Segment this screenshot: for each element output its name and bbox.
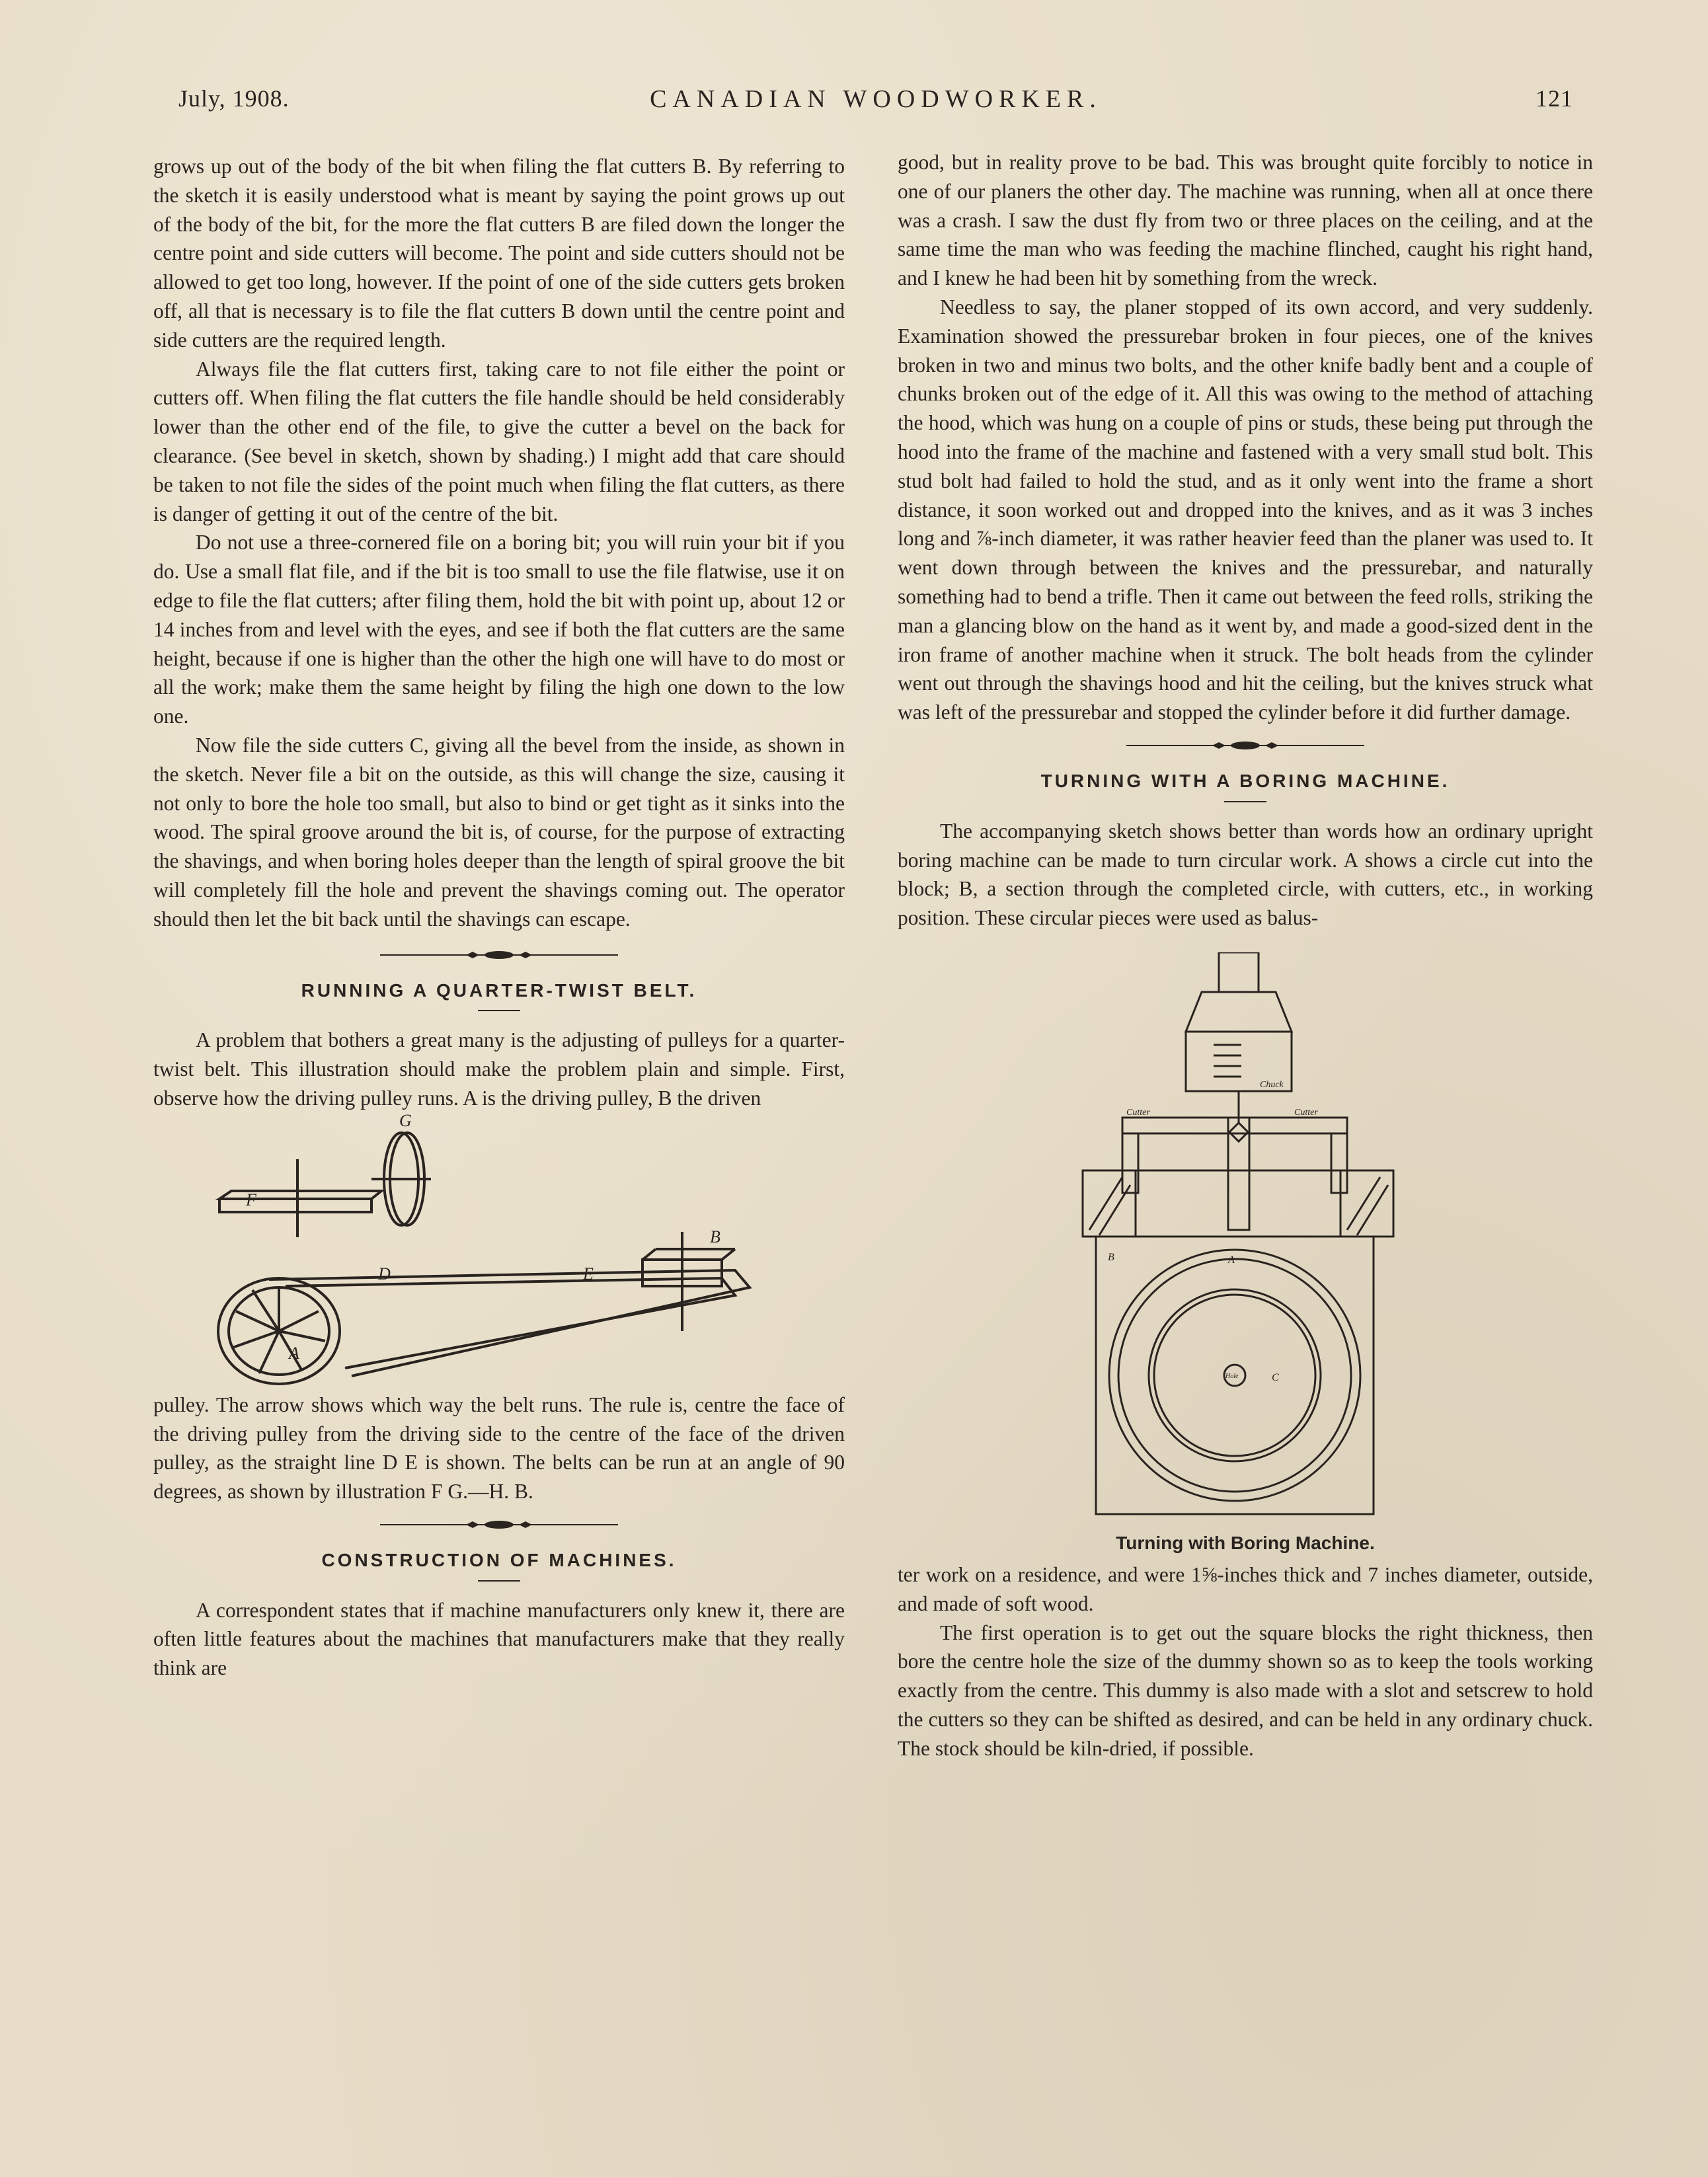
label-g: G xyxy=(399,1112,412,1130)
heading-rule xyxy=(478,1580,520,1582)
label-cutter-right: Cutter xyxy=(1294,1107,1318,1118)
label-f: F xyxy=(246,1190,256,1209)
label-b: B xyxy=(1108,1251,1114,1263)
paragraph: Always file the flat cutters first, taking care to not file either the point or cutters off. When filing the flat cutters the file handle should be held considerably lower than the other end of the file, to give the cutter a bevel on the back for clearance. (See bevel in sketch, shown by shading.) I might add that care should be taken to not file the sides of the point much when filing the flat cutters, as there is danger of getting it out of the centre of the bit. xyxy=(153,357,845,525)
section-divider xyxy=(153,1518,845,1534)
paragraph: Now file the side cutters C, giving all the bevel from the inside, as shown in the sketch. Never file a bit on the outside, as this will change the size, causing it not only to bore the hole too small, but also to bind or get tight as it sinks into the wood. The spiral groove around the bit is, of course, for the purpose of extracting the shavings, and when boring holes deeper than the length of spiral groove the bit will completely fill the hole and prevent the shavings coming out. The operator should then let the bit back until the shavings can escape. xyxy=(153,733,845,931)
figure-caption: Turning with Boring Machine. xyxy=(1116,1532,1375,1553)
paragraph: grows up out of the body of the bit when filing the flat cutters B. By referring to the sketch it is easily understood what is meant by saying the point grows up out of the body of the bit, for the more the flat cutters B are filed down the longer the centre point and side cutters will become. The point and side cutters should not be allowed to get too long, however. If the point of one of the side cutters gets broken off, all that is necessary is to file the flat cutters B down until the centre point and side cutters are the required length. xyxy=(153,155,845,352)
section-divider xyxy=(153,948,845,964)
right-column xyxy=(898,148,1593,1763)
label-a: A xyxy=(1228,1254,1235,1266)
boring-machine-figure xyxy=(898,952,1593,1560)
page-header xyxy=(178,85,1573,124)
paragraph: good, but in reality prove to be bad. This was brought quite forcibly to notice in one of our planers the other day. The machine was running, when all at once there was a crash. I saw the dust fly from two or three places on the ceiling, and at the same time the man who was feeding the machine flinched, caught his right hand, and I knew he had been hit by something from the wreck. xyxy=(898,151,1593,290)
left-column xyxy=(153,152,845,1683)
paragraph: A correspondent states that if machine manufacturers only knew it, there are often little features about the machines that manufacturers make that they really think are xyxy=(153,1598,845,1680)
heading-turning-boring-machine: TURNING WITH A BORING MACHINE. xyxy=(1040,770,1450,791)
paragraph: The accompanying sketch shows better than words how an ordinary upright boring machine can be made to turn circular work. A shows a circle cut into the block; B, a section through the completed circle, with cutters, etc., in working position. These circular pieces were used as balus- xyxy=(898,819,1593,930)
label-d: D xyxy=(378,1264,391,1283)
paragraph: ter work on a residence, and were 1⅝-inches thick and 7 inches diameter, outside, and made of soft wood. xyxy=(898,1562,1593,1615)
magazine-title: CANADIAN WOODWORKER. xyxy=(650,85,1102,113)
issue-date: July, 1908. xyxy=(178,85,290,112)
label-c: C xyxy=(1272,1371,1279,1383)
paragraph: pulley. The arrow shows which way the belt runs. The rule is, centre the face of the driving pulley from the driving side to the centre of the face of the driven pulley, as the straight line D E is shown. The belts can be run at an angle of 90 degrees, as shown by illustration F G.—H. B. xyxy=(153,1393,845,1504)
label-cutter-left: Cutter xyxy=(1126,1107,1150,1118)
paragraph: The first operation is to get out the square blocks the right thickness, then bore the centre hole the size of the dummy shown so as to keep the tools working exactly from the centre. This dummy is also made with a slot and setscrew to hold the cutters so they can be shifted as desired, and can be held in any ordinary chuck. The stock should be kiln-dried, if possible. xyxy=(898,1621,1593,1760)
heading-construction-of-machines: CONSTRUCTION OF MACHINES. xyxy=(321,1549,677,1570)
paragraph: Do not use a three-cornered file on a boring bit; you will ruin your bit if you do. Use a small flat file, and if the bit is too small to use the file flatwise, use it on edge to file the flat cutters; after filing them, hold the bit with point up, about 12 or 14 inches from and level with the eyes, and see if both the flat cutters are the same height, because if one is higher than the other the high one will have to do most or all the work; make them the same height by filing the high one down to the low one. xyxy=(153,531,845,728)
label-a: A xyxy=(289,1343,299,1363)
paragraph: A problem that bothers a great many is the adjusting of pulleys for a quarter-twist belt. This illustration should make the problem plain and simple. First, observe how the driving pulley runs. A is the driving pulley, B the driven xyxy=(153,1028,845,1110)
label-hole: Hole xyxy=(1225,1372,1239,1380)
quarter-twist-belt-figure xyxy=(153,1113,845,1391)
label-e: E xyxy=(583,1264,594,1283)
section-divider xyxy=(898,739,1593,755)
heading-rule xyxy=(1224,801,1266,802)
page-number: 121 xyxy=(1535,85,1573,112)
heading-quarter-twist-belt: RUNNING A QUARTER-TWIST BELT. xyxy=(301,979,697,1001)
boring-machine-drawing xyxy=(898,952,1593,1521)
paragraph: Needless to say, the planer stopped of its own accord, and very suddenly. Examination showed the pressurebar broken in four pieces, one of the knives broken in two and minus two bolts, and the other knife badly bent and a couple of chunks broken out of the edge of it. All this was owing to the method of attaching the hood, which was hung on a couple of pins or studs, these being put through the hood into the frame of the machine and fastened with a very small stud bolt. This stud bolt had failed to hold the stud, and as it only went into the frame a short distance, it soon worked out and dropped into the knives, and as it was 3 inches long and ⅞-inch diameter, it was rather heavier feed than the planer was used to. It went down through between the knives and the pressurebar, and naturally something had to bend a trifle. Then it came out between the feed rolls, striking the man a glancing blow on the hand as it went by, and made a good-sized dent in the iron frame of another machine when it struck. The bolt heads from the cylinder went out through the shavings hood and hit the ceiling, but the knives struck what was left of the pressurebar and stopped the cylinder before it did further damage. xyxy=(898,295,1593,724)
label-b: B xyxy=(710,1227,720,1246)
heading-rule xyxy=(478,1010,520,1011)
belt-drawing xyxy=(153,1113,845,1391)
label-chuck: Chuck xyxy=(1260,1079,1284,1090)
